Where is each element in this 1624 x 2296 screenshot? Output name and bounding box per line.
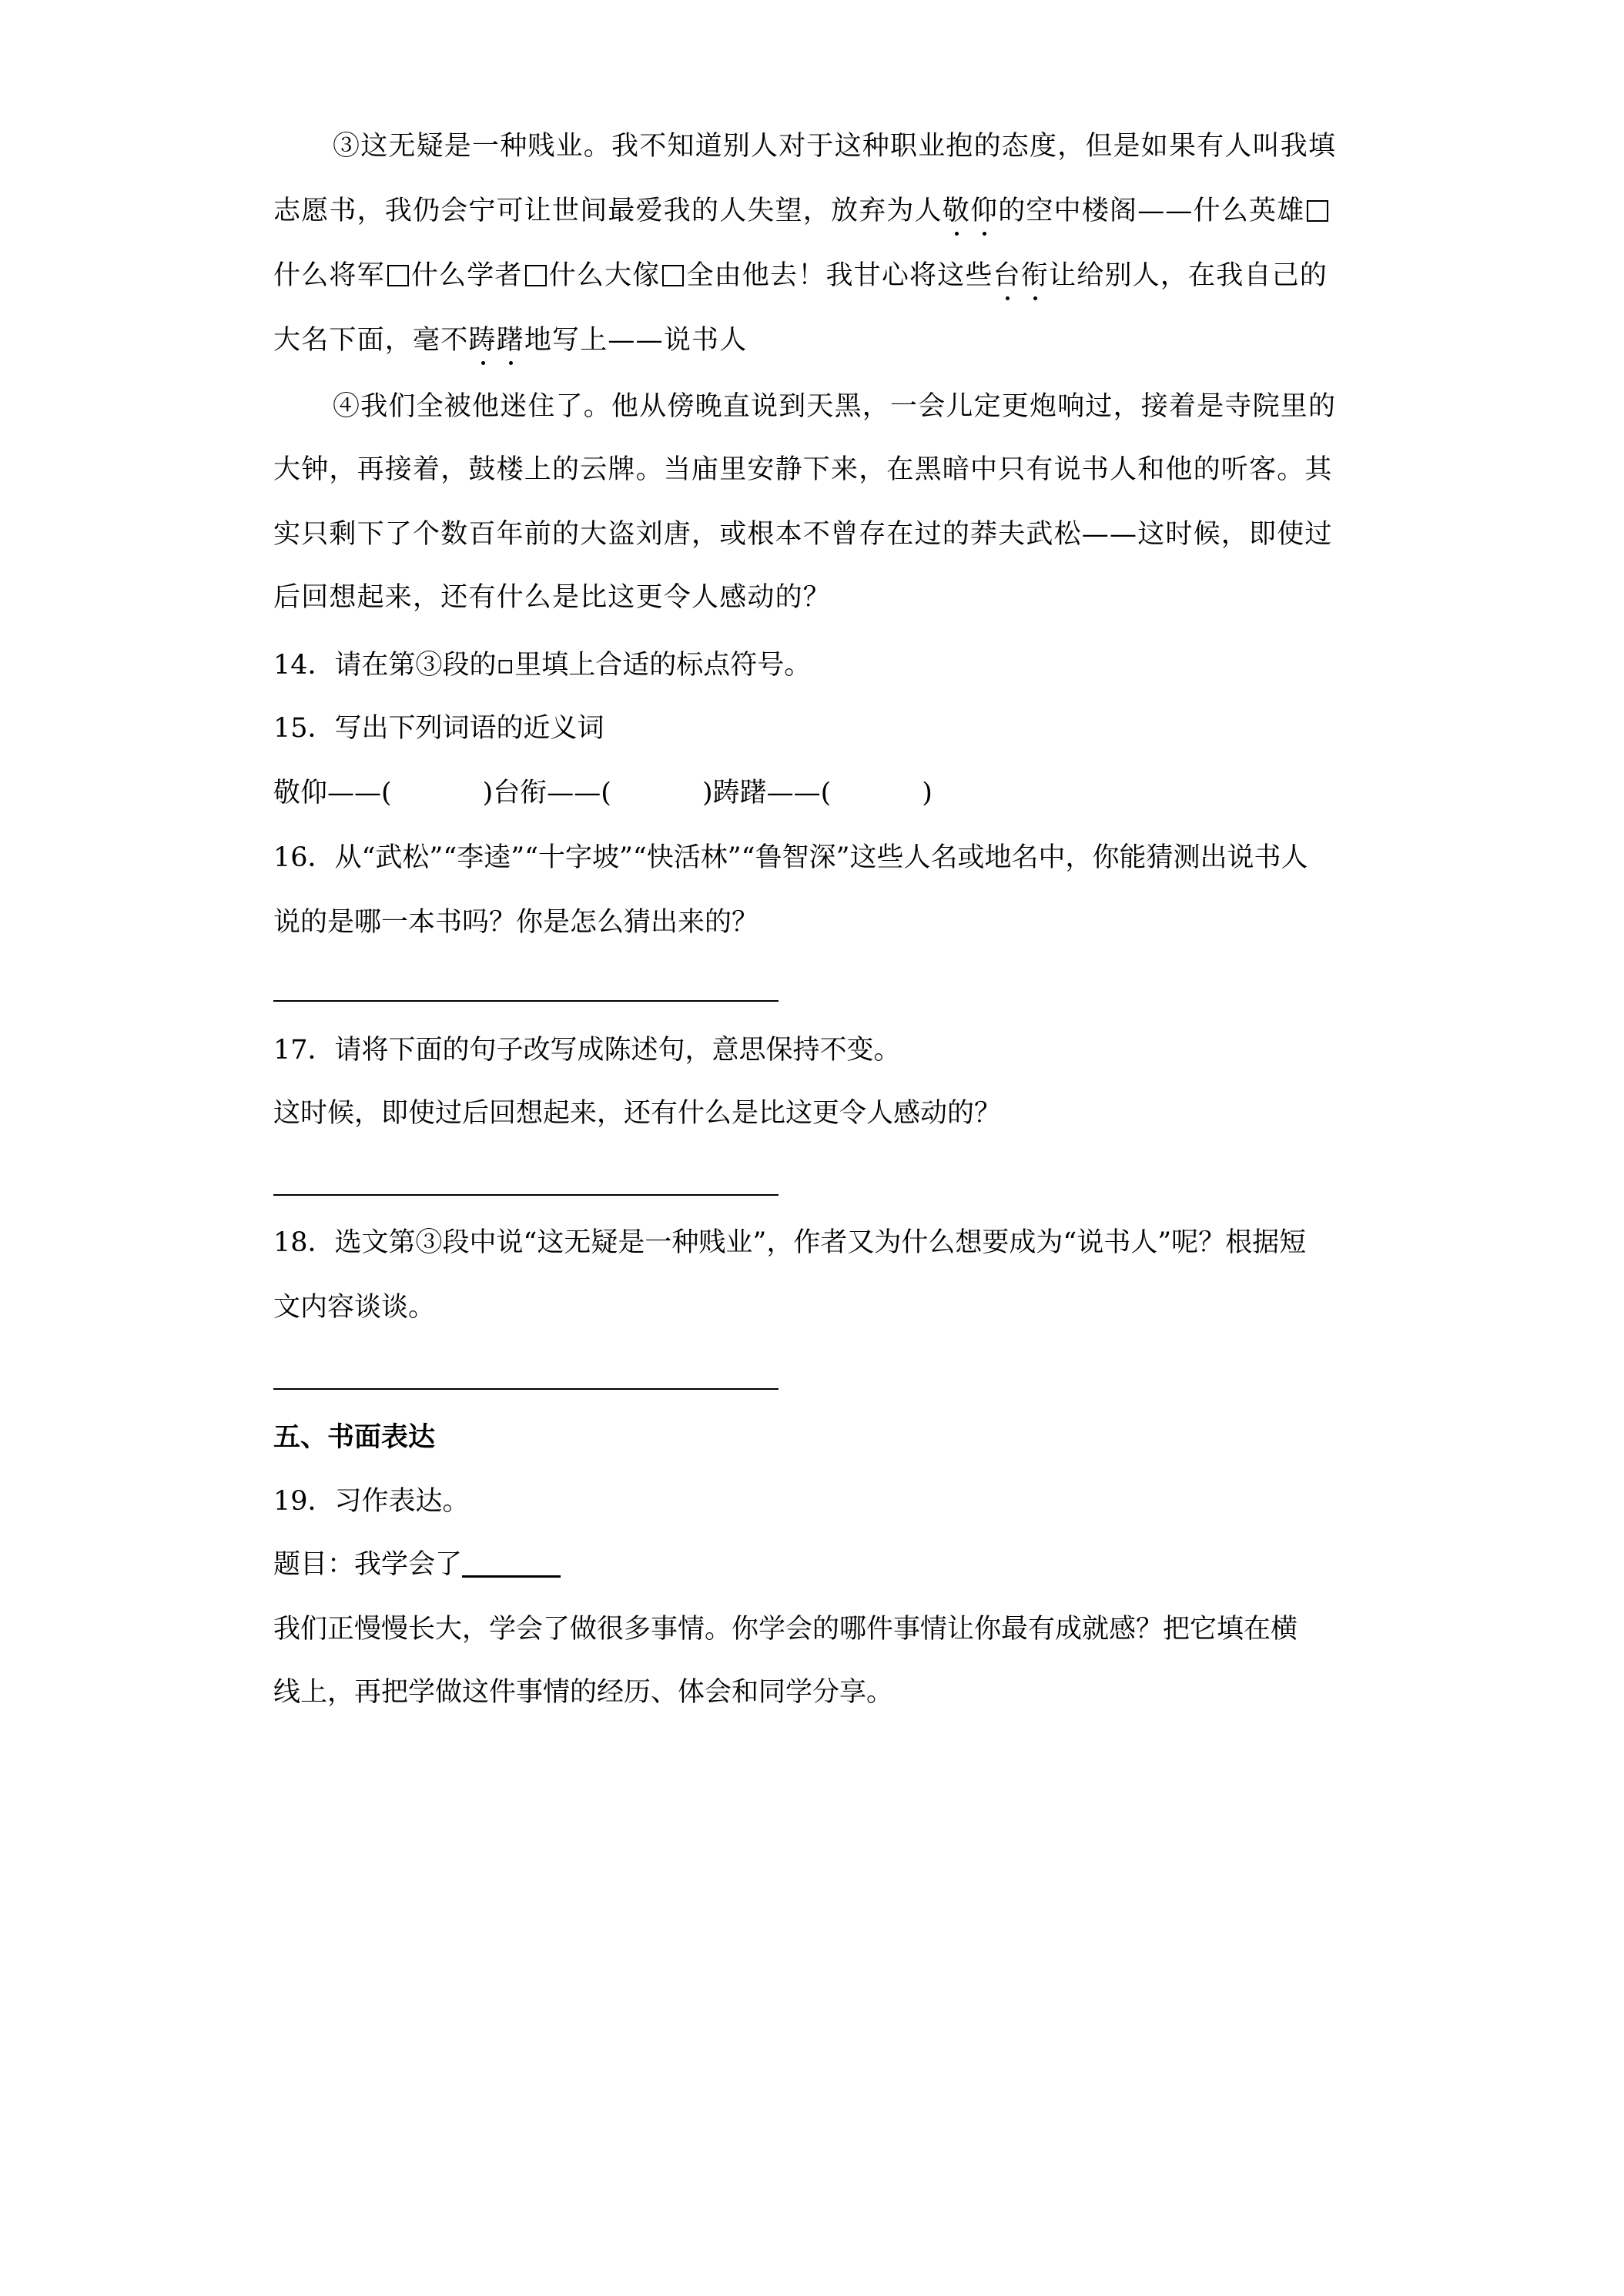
word-item: ) [922, 778, 933, 808]
text-span: 大名下面，毫不 [273, 325, 469, 356]
title-blank[interactable] [462, 1549, 561, 1578]
question-14: 14．请在第③段的▫里填上合适的标点符号。 [273, 650, 812, 681]
answer-line-18[interactable] [273, 1388, 779, 1390]
question-17-sentence: 这时候，即使过后回想起来，还有什么是比这更令人感动的？ [273, 1098, 1002, 1129]
emphasis-char: 衔 [1020, 260, 1050, 291]
essay-prompt-line1: 我们正慢慢长大，学会了做很多事情。你学会的哪件事情让你最有成就感？把它填在横 [273, 1614, 1298, 1645]
punctuation-blank-box[interactable] [387, 265, 409, 286]
emphasis-char: 敬 [942, 196, 971, 226]
passage-p3-line4 [273, 323, 747, 357]
passage-p3-line1: ③这无疑是一种贱业。我不知道别人对于这种职业抱的态度，但是如果有人叫我填 [333, 131, 1337, 162]
question-18-line2: 文内容谈谈。 [273, 1292, 436, 1323]
emphasis-char: 踌 [468, 325, 497, 356]
question-15-words [273, 776, 933, 810]
question-16-line1: 16．从“武松”“李逵”“十字坡”“快活林”“鲁智深”这些人名或地名中，你能猜测出说书人 [273, 842, 1308, 873]
question-19: 19．习作表达。 [273, 1486, 470, 1517]
punctuation-blank-box[interactable] [525, 265, 547, 286]
text-span: 全由他去！我甘心将这些 [686, 260, 993, 291]
emphasis-char: 台 [993, 260, 1021, 291]
essay-title [273, 1548, 561, 1581]
question-18-line1: 18．选文第③段中说“这无疑是一种贱业”，作者又为什么想要成为“说书人”呢？根据短 [273, 1227, 1307, 1258]
text-span: 地写上——说书人 [524, 325, 748, 356]
question-15: 15．写出下列词语的近义词 [273, 713, 604, 744]
text-span: 的空中楼阁——什么英雄 [998, 196, 1305, 226]
answer-line-16[interactable] [273, 1000, 779, 1002]
emphasis-char: 躇 [496, 325, 524, 356]
passage-p4-line4: 后回想起来，还有什么是比这更令人感动的？ [273, 582, 832, 613]
text-span: 什么大傢 [548, 260, 661, 291]
emphasis-char: 仰 [970, 196, 999, 226]
title-prefix: 题目：我学会了 [273, 1549, 463, 1580]
passage-p3-line2 [273, 194, 1331, 228]
text-span: 什么学者 [410, 260, 523, 291]
passage-p3-line3 [273, 259, 1328, 293]
word-item: )踌躇——( [702, 778, 832, 808]
passage-p4-line1: ④我们全被他迷住了。他从傍晚直说到天黑，一会儿定更炮响过，接着是寺院里的 [333, 391, 1337, 422]
question-16-line2: 说的是哪一本书吗？你是怎么猜出来的？ [273, 907, 759, 938]
text-span: 志愿书，我仍会宁可让世间最爱我的人失望，放弃为人 [273, 196, 943, 226]
passage-p4-line3: 实只剩下了个数百年前的大盗刘唐，或根本不曾存在过的莽夫武松——这时候，即使过 [273, 519, 1333, 550]
word-item: )台衔——( [482, 778, 611, 808]
text-span: 什么将军 [273, 260, 385, 291]
passage-p4-line2: 大钟，再接着，鼓楼上的云牌。当庙里安静下来，在黑暗中只有说书人和他的听客。其 [273, 454, 1333, 485]
text-span: 让给别人，在我自己的 [1049, 260, 1328, 291]
punctuation-blank-box[interactable] [662, 265, 684, 286]
answer-line-17[interactable] [273, 1194, 779, 1196]
essay-prompt-line2: 线上，再把学做这件事情的经历、体会和同学分享。 [273, 1677, 894, 1708]
word-item: 敬仰——( [273, 778, 392, 808]
question-17: 17．请将下面的句子改写成陈述句，意思保持不变。 [273, 1035, 901, 1066]
section-heading: 五、书面表达 [273, 1422, 436, 1453]
punctuation-blank-box[interactable] [1307, 200, 1328, 222]
